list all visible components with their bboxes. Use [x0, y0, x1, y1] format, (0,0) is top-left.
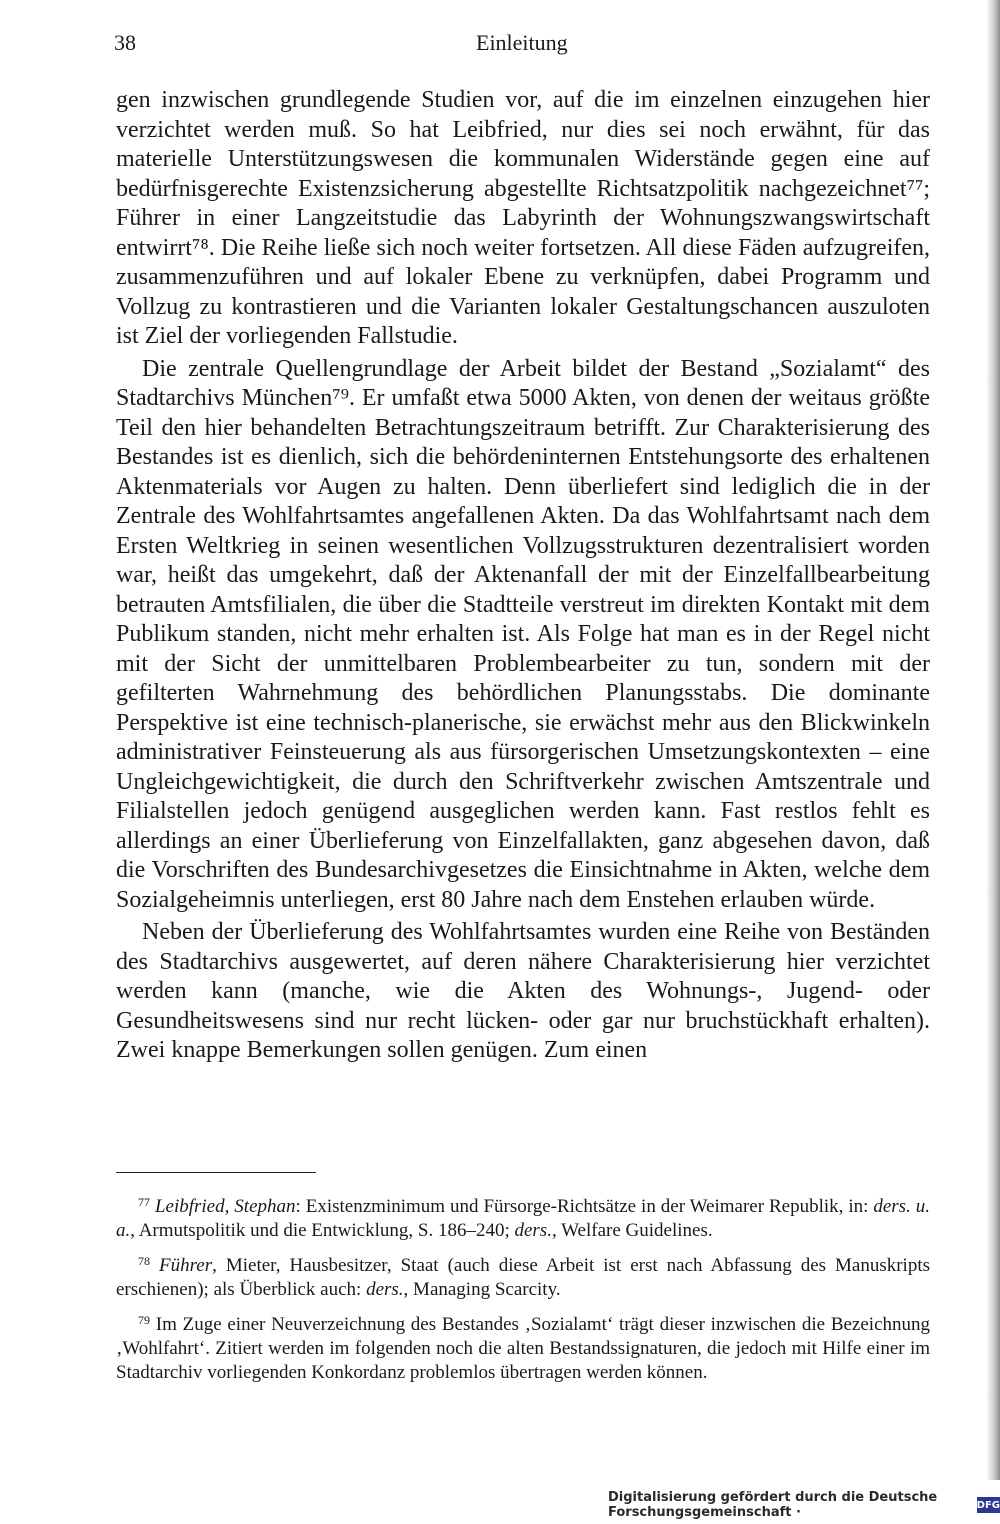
footnote-ders: ders. u. a. [116, 1196, 931, 1241]
paragraph-1: gen inzwischen grundlegende Studien vor, auf die im einzelnen einzugehen hier verzichtet werden muß. So hat Leibfried, nur dies sei noch erwähnt, für das materielle Unterstützungswesen die kommunalen Widerstände gegen eine auf bedürfnisgerechte Existenzsicherung abgestellte Richtsatzpolitik nachgezeichnet⁷⁷; Führer in einer Langzeitstudie das Labyrinth der Wohnungszwangswirtschaft entwirrt⁷⁸. Die Reihe ließe sich noch weiter fortsetzen. All diese Fäden aufzugreifen, zusammenzuführen und auf lokaler Ebene zu verknüpfen, dabei Programm und Vollzug zu kontrastieren und die Varianten lokaler Gestaltungschancen auszuloten ist Ziel der vorliegenden Fallstudie. [116, 87, 930, 349]
page-header [114, 30, 932, 64]
footnote-ders: ders. [514, 1220, 552, 1241]
paragraph-3: Neben der Überlieferung des Wohlfahrtsamtes wurden eine Reihe von Beständen des Stadtarchivs ausgewertet, auf deren nähere Charakterisierung hier verzichtet werden kann (manche, wie die Akten des Wohnungs-, Jugend- oder Gesundheitswesens sind nur recht lücken- oder gar nur bruchstückhaft erhalten). Zwei knappe Bemerkungen sollen genügen. Zum einen [116, 919, 930, 1063]
body-text [116, 86, 930, 1066]
footnote-mark: 79 [138, 1313, 150, 1327]
footnote-ders: ders. [366, 1279, 404, 1300]
digitization-credit [608, 1492, 1000, 1518]
page-edge-shadow [986, 0, 1000, 1480]
running-head: Einleitung [476, 30, 568, 55]
footnote-77 [116, 1190, 930, 1243]
footnote-text: , Mieter, Hausbesitzer, Staat (auch diese Arbeit ist erst nach Abfassung des Manuskripts erschienen); als Überblick auch: [116, 1255, 931, 1300]
footnote-text: , Welfare Guidelines. [551, 1220, 713, 1241]
footnote-text: , Armutspolitik und die Entwicklung, S. 186–240; [130, 1220, 515, 1241]
footnote-text: Im Zuge einer Neuverzeichnung des Bestandes ‚Sozialamt‘ trägt dieser inzwischen die Bezeichnung ‚Wohlfahrt‘. Zitiert werden im folgenden noch die alten Bestandssignaturen, die jedoch mit Hilfe einer im Stadtarchiv vorliegenden Konkordanz problemlos übertragen werden können. [116, 1314, 931, 1383]
footnote-author: Leibfried, Stephan [154, 1196, 296, 1217]
credit-text: Digitalisierung gefördert durch die Deutsche Forschungsgemeinschaft · [608, 1490, 938, 1520]
dfg-logo-icon: DFG [977, 1497, 1000, 1513]
footnote-79 [116, 1308, 930, 1385]
footnote-mark: 78 [138, 1254, 150, 1268]
footnote-text: : Existenzminimum und Fürsorge-Richtsätze in der Weimarer Republik, in: [295, 1196, 874, 1217]
footnotes [116, 1190, 930, 1391]
page-number: 38 [114, 30, 136, 55]
footnote-mark: 77 [138, 1195, 150, 1209]
footnote-78 [116, 1249, 930, 1302]
footnote-text: , Managing Scarcity. [403, 1279, 561, 1300]
paragraph-2: Die zentrale Quellengrundlage der Arbeit bildet der Bestand „Sozialamt“ des Stadtarchivs München⁷⁹. Er umfaßt etwa 5000 Akten, von denen der weitaus größte Teil den hier behandelten Betrachtungszeitraum betrifft. Zur Charakterisierung des Bestandes ist es dienlich, sich die behördeninternen Entstehungsorte des erhaltenen Aktenmaterials vor Augen zu halten. Denn überliefert sind lediglich die in der Zentrale des Wohlfahrtsamtes angefallenen Akten. Da das Wohlfahrtsamt nach dem Ersten Weltkrieg in seinen wesentlichen Vollzugsstrukturen dezentralisiert worden war, heißt das umgekehrt, daß der Aktenanfall der mit der Einzelfallbearbeitung betrauten Amtsfilialen, die über die Stadtteile verstreut im direkten Kontakt mit dem Publikum standen, nicht mehr erhalten ist. Als Folge hat man es in der Regel nicht mit der Sicht der unmittelbaren Problembearbeiter zu tun, sondern mit der gefilterten Wahrnehmung des behördlichen Planungsstabs. Die dominante Perspektive ist eine technisch-planerische, sie erwächst mehr aus den Blickwinkeln administrativer Feinsteuerung als aus fürsorgerischen Umsetzungskontexten – eine Ungleichgewichtigkeit, die durch den Schriftverkehr zwischen Amtszentrale und Filialstellen jedoch genügend ausgeglichen werden kann. Fast restlos fehlt es allerdings an einer Überlieferung von Einzelfallakten, ganz abgesehen davon, daß die Vorschriften des Bundesarchivgesetzes die Einsichtnahme in Akten, welche dem Sozialgeheimnis unterliegen, erst 80 Jahre nach dem Enstehen erlauben würde. [116, 355, 930, 913]
footnote-author: Führer [159, 1255, 213, 1276]
footnote-rule [116, 1172, 316, 1173]
